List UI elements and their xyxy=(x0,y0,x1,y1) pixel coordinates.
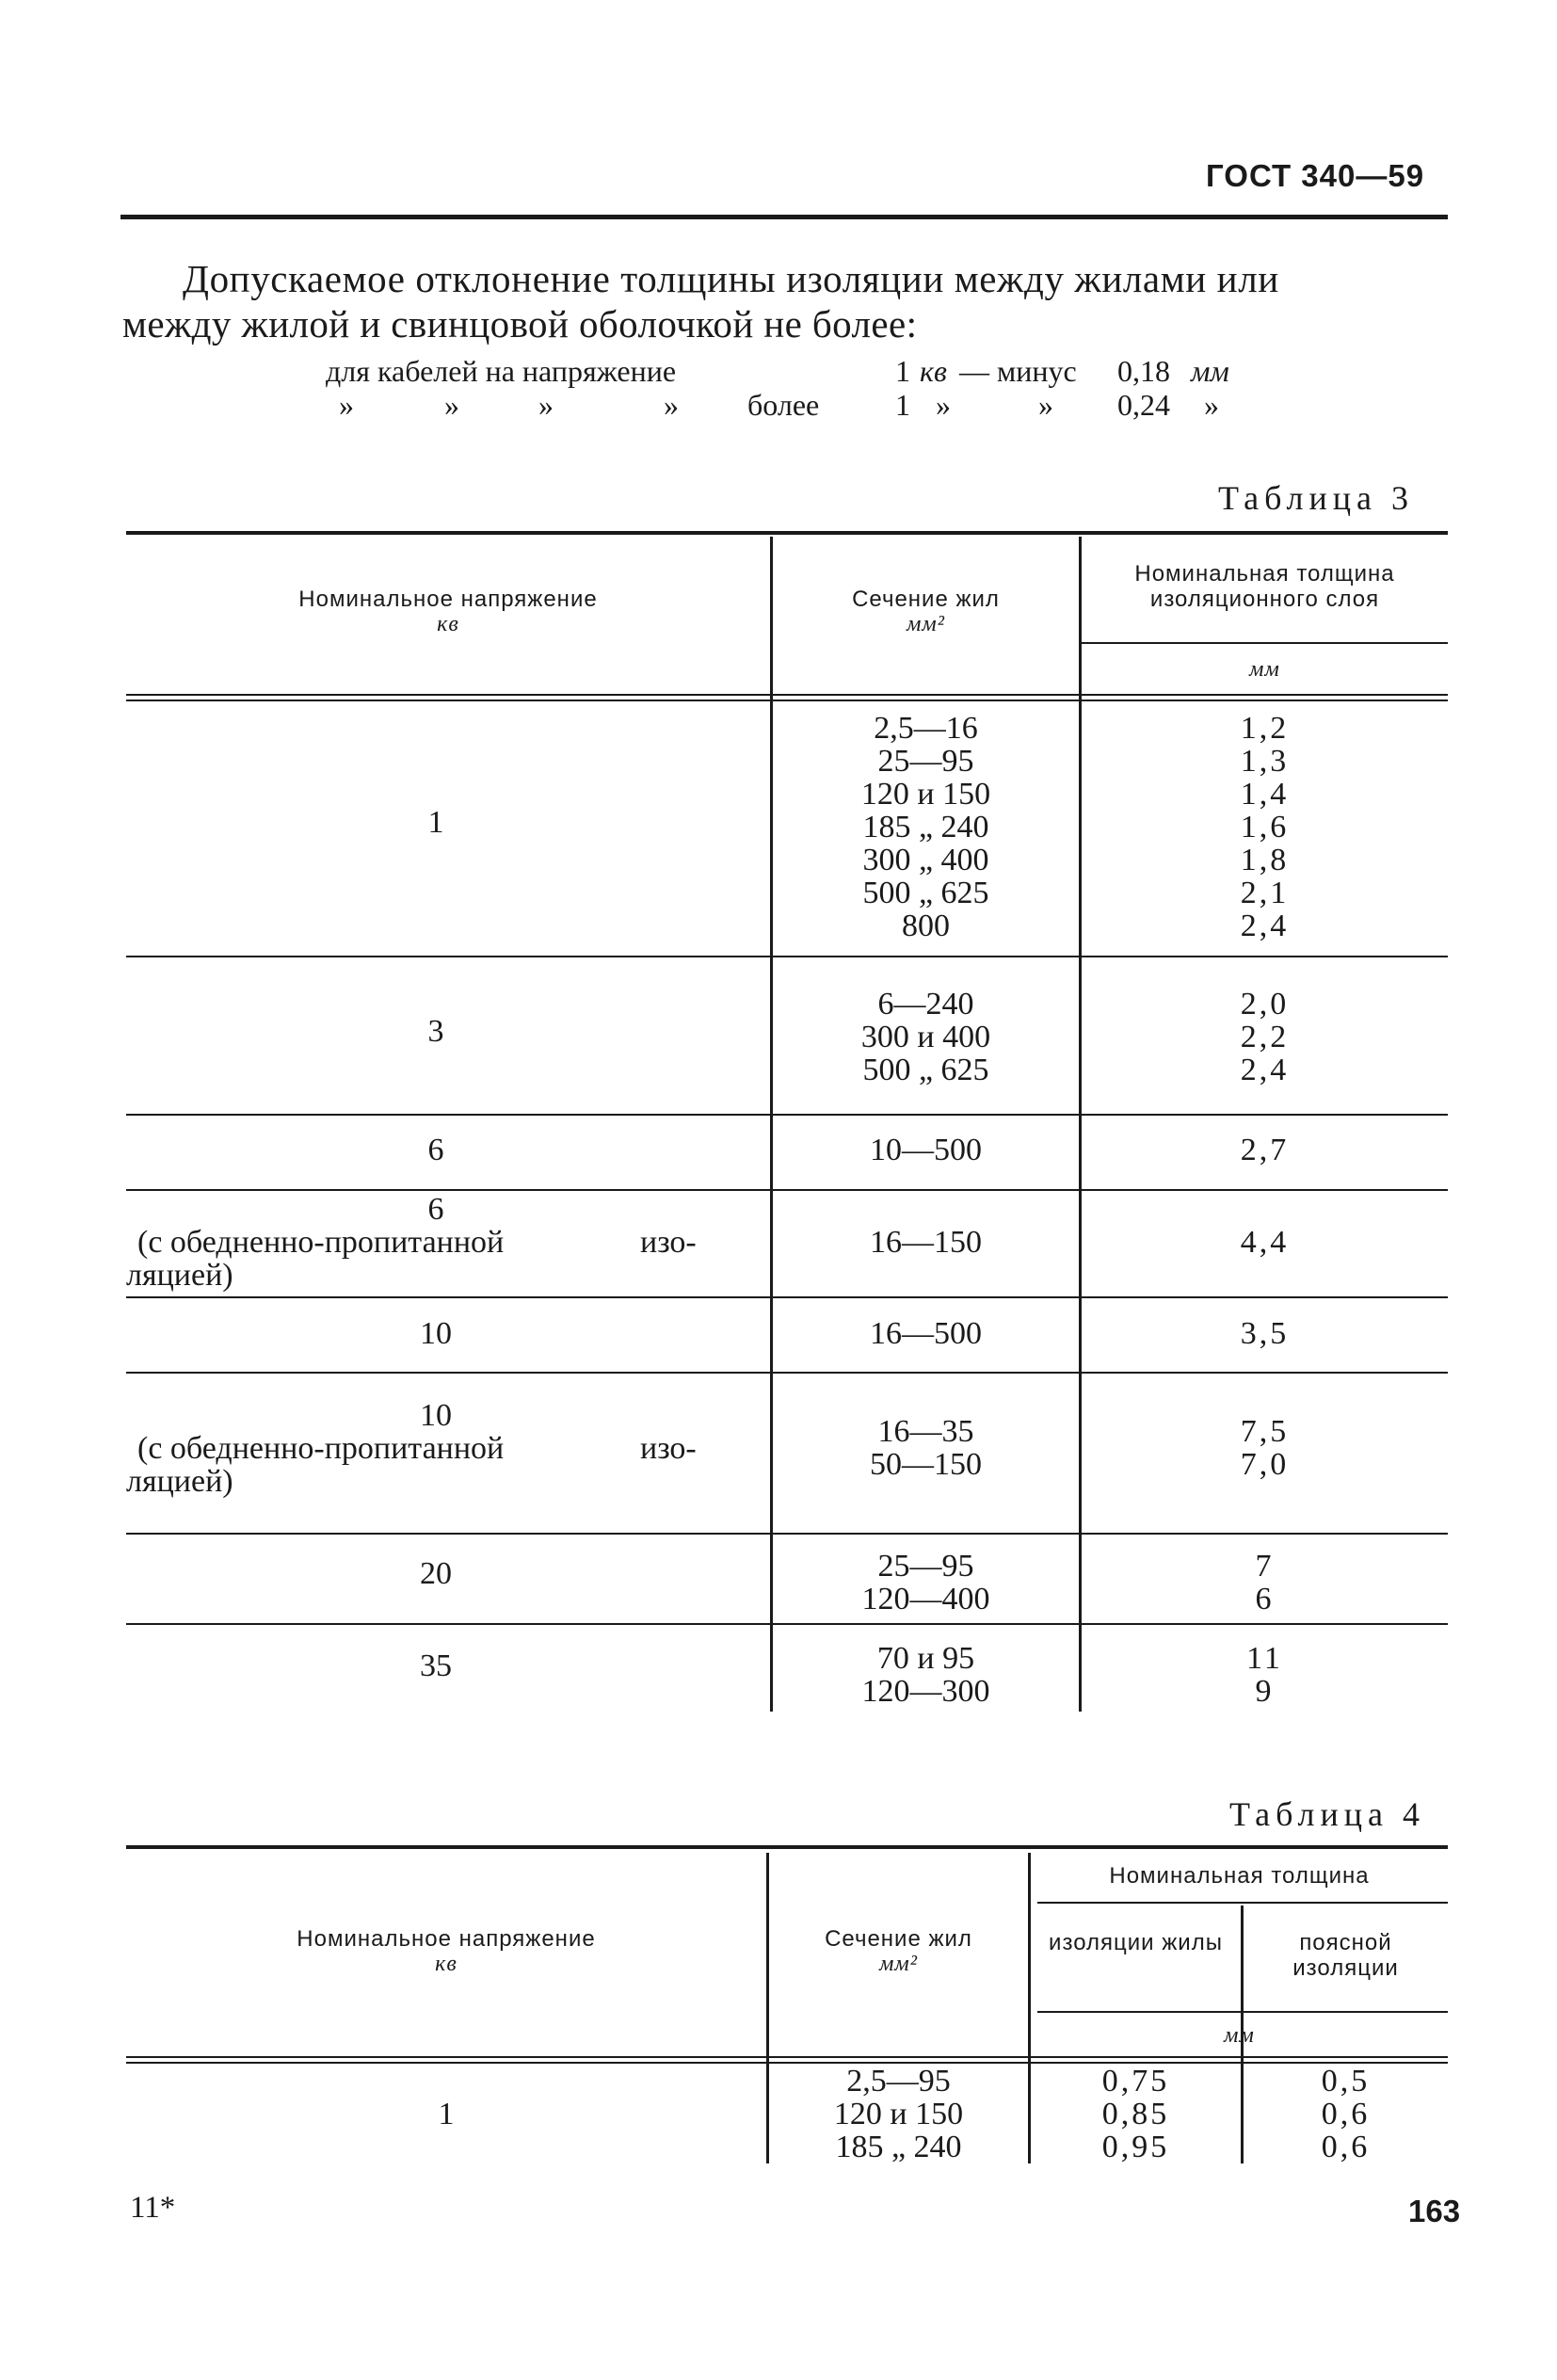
table4-row1-sections: 2,5—95 120 и 150 185 „ 240 xyxy=(833,2064,964,2164)
table3-caption: Таблица 3 xyxy=(1218,479,1414,517)
table4-row1-core: 0,75 0,85 0,95 xyxy=(1101,2064,1170,2164)
ditto-mark: » xyxy=(664,388,679,422)
ditto-mark: » xyxy=(1204,388,1219,422)
header-unit: кв xyxy=(435,1952,457,1976)
table3-header-voltage xyxy=(126,587,770,637)
ditto-mark: » xyxy=(936,388,951,422)
table3-header-subrule xyxy=(1081,642,1448,644)
table3-row-rule xyxy=(126,1623,1448,1625)
table4-header-rule xyxy=(126,2062,1448,2064)
table3-row5-sections: 16—500 xyxy=(870,1316,982,1351)
table3-row4-note-cont: ляцией) xyxy=(126,1258,233,1293)
page-number: 163 xyxy=(1408,2194,1461,2228)
tolerance-qty: 1 xyxy=(895,354,910,388)
tolerance-label: для кабелей на напряжение xyxy=(326,354,677,388)
table3-header-thickness-unit xyxy=(1082,656,1448,683)
note-text: изо- xyxy=(640,1431,697,1466)
header-unit: мм² xyxy=(879,1952,918,1976)
table3-row-rule xyxy=(126,956,1448,957)
tolerance-row-2 xyxy=(0,388,1557,422)
header-label: Сечение жил xyxy=(825,1926,972,1952)
intro-line-1: Допускаемое отклонение толщины изоляции между жилами или xyxy=(183,257,1279,300)
tolerance-unit: кв xyxy=(920,354,947,388)
tolerance-qty: 1 xyxy=(895,388,910,422)
tolerance-label: более xyxy=(747,388,820,422)
table3-header-rule xyxy=(126,694,1448,696)
intro-line-2: между жилой и свинцовой оболочкой не более: xyxy=(122,302,918,346)
table3-row-rule xyxy=(126,1189,1448,1191)
tolerance-value: 0,18 xyxy=(1117,354,1170,388)
table3-row1-sections: 2,5—16 25—95 120 и 150 185 „ 240 300 „ 400 500 „ 625 800 xyxy=(860,711,991,943)
table3-row8-sections: 70 и 95 120—300 xyxy=(861,1641,990,1709)
table3-row6-sections: 16—35 50—150 xyxy=(870,1414,982,1482)
table4-row1-voltage: 1 xyxy=(438,2097,455,2131)
ditto-mark: » xyxy=(339,388,354,422)
table3-row4-sections: 16—150 xyxy=(870,1225,982,1260)
table3-header-section xyxy=(773,587,1079,637)
table3-row1-voltage: 1 xyxy=(427,805,444,840)
table4-caption: Таблица 4 xyxy=(1229,1795,1425,1833)
table4-header-belt: поясной изоляции xyxy=(1292,1930,1399,1981)
table3-top-rule xyxy=(126,531,1448,535)
table3-row6-thickness: 7,5 7,0 xyxy=(1240,1414,1290,1482)
table3-row6-voltage: 10 xyxy=(420,1398,452,1433)
table3-row-rule xyxy=(126,1372,1448,1374)
table3-row1-thickness: 1,2 1,3 1,4 1,6 1,8 2,1 2,4 xyxy=(1240,711,1290,943)
table3-row-rule xyxy=(126,1114,1448,1116)
table3-row2-sections: 6—240 300 и 400 500 „ 625 xyxy=(860,987,991,1087)
table3-row8-thickness: 11 9 xyxy=(1246,1641,1283,1709)
table4-header-unit xyxy=(1031,2022,1448,2049)
table3-row3-thickness: 2,7 xyxy=(1240,1133,1290,1167)
tolerance-row-1 xyxy=(0,354,1557,388)
ditto-mark: » xyxy=(1038,388,1053,422)
header-unit: кв xyxy=(437,612,459,636)
tolerance-value-unit: мм xyxy=(1191,354,1229,388)
table3-row5-voltage: 10 xyxy=(420,1316,452,1351)
table4-header-thickness: Номинальная толщина xyxy=(1109,1863,1370,1889)
note-text: (с обедненно-пропитанной xyxy=(137,1225,505,1260)
intro-paragraph xyxy=(122,256,1450,346)
table3-header-rule xyxy=(126,700,1448,701)
table4-header-core: изоляции жилы xyxy=(1049,1930,1223,1955)
table3-row2-thickness: 2,0 2,2 2,4 xyxy=(1240,987,1290,1087)
header-unit: мм xyxy=(1224,2023,1255,2048)
table3-row8-voltage: 35 xyxy=(420,1648,452,1683)
table3-header-thickness: Номинальная толщина изоляционного слоя xyxy=(1134,561,1395,612)
table3-row4-thickness: 4,4 xyxy=(1240,1225,1290,1260)
tolerance-dash: — минус xyxy=(959,354,1077,388)
table3-row6-note-cont: ляцией) xyxy=(126,1464,233,1499)
header-label: Номинальное напряжение xyxy=(297,1926,596,1952)
header-rule xyxy=(120,215,1448,219)
table4-row1-belt: 0,5 0,6 0,6 xyxy=(1321,2064,1371,2164)
ditto-mark: » xyxy=(538,388,554,422)
table3-row-rule xyxy=(126,1533,1448,1535)
table4-header-section xyxy=(769,1926,1028,1977)
table4-header-voltage xyxy=(126,1926,766,1977)
table3-row-rule xyxy=(126,1296,1448,1298)
note-text: изо- xyxy=(640,1225,697,1260)
tolerance-value: 0,24 xyxy=(1117,388,1170,422)
footer-signature-mark: 11* xyxy=(130,2191,176,2225)
table3-row7-thickness: 7 6 xyxy=(1255,1549,1275,1616)
table3-row4-voltage: 6 xyxy=(427,1192,444,1227)
table3-row3-voltage: 6 xyxy=(427,1133,444,1167)
table3-row7-voltage: 20 xyxy=(420,1556,452,1591)
table4-header-rule xyxy=(126,2056,1448,2058)
table3-row5-thickness: 3,5 xyxy=(1240,1316,1290,1351)
note-text: (с обедненно-пропитанной xyxy=(137,1431,505,1466)
table3-row2-voltage: 3 xyxy=(427,1014,444,1049)
table4-header-subrule xyxy=(1037,1902,1448,1904)
header-unit: мм xyxy=(1249,657,1280,682)
table4-top-rule xyxy=(126,1845,1448,1849)
header-label: Сечение жил xyxy=(852,587,1000,612)
header-label: Номинальное напряжение xyxy=(298,587,598,612)
header-unit: мм² xyxy=(907,612,945,636)
document-code: ГОСТ 340—59 xyxy=(1206,158,1425,193)
table3-row7-sections: 25—95 120—400 xyxy=(861,1549,990,1616)
ditto-mark: » xyxy=(444,388,459,422)
table3-row3-sections: 10—500 xyxy=(870,1133,982,1167)
